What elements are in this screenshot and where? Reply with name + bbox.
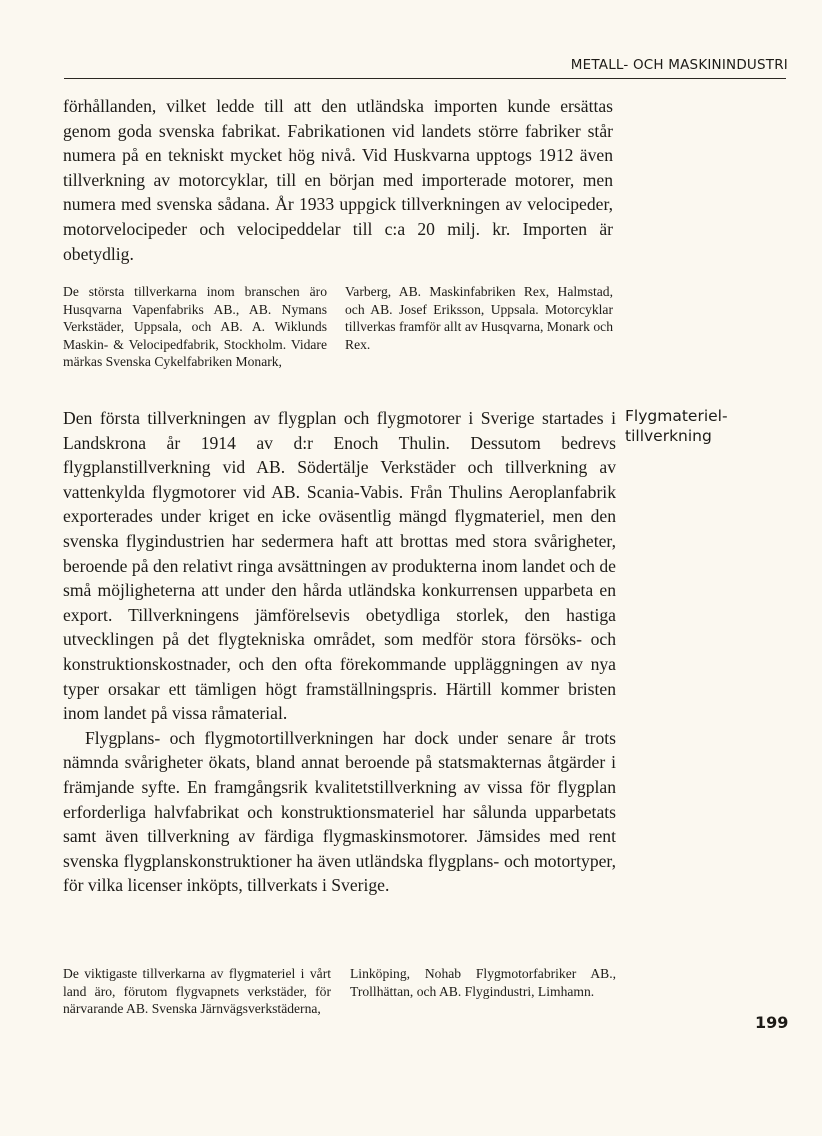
note-manufacturers-aircraft-right: Linköping, Nohab Flygmotorfabriker AB., Trollhättan, och AB. Flygindustri, Limhamn. [350,966,616,999]
paragraph-velocipeder: förhållanden, vilket ledde till att den utländska importen kunde ersättas genom goda svenska fabrikat. Fabrikationen vid landets större fabriker står numera på en tekniskt mycket hög nivå. Vid Huskvarna upptogs 1912 även tillverkning av motorcyklar, till en början med importerade motorer, men numera med svenska sådana. År 1933 uppgick tillverkningen av velocipeder, motorvelocipeder och velocipeddelar till c:a 20 milj. kr. Importen är obetydlig. [63,96,613,264]
side-heading-line-2: tillverkning [625,427,712,445]
side-heading-flygmateriel [625,406,790,446]
body-section-motorcycles [63,94,613,266]
body-section-aircraft [63,406,616,898]
side-heading-line-1: Flygmateriel- [625,407,728,425]
note-manufacturers-bicycles-right: Varberg, AB. Maskinfabriken Rex, Halmstad, och AB. Josef Eriksson, Uppsala. Motorcyklar tillverkas framför allt av Husqvarna, Monark och Rex. [345,284,613,352]
note-manufacturers-bicycles-left: De största tillverkarna inom branschen äro Husqvarna Vapenfabriks AB., AB. Nymans Verkstäder, Uppsala, och AB. A. Wiklunds Maskin- & Velocipedfabrik, Stockholm. Vidare märkas Svenska Cykelfabriken Monark, [63,284,327,370]
running-header: METALL- OCH MASKININDUSTRI [570,57,788,73]
paragraph-aircraft-history: Den första tillverkningen av flygplan och flygmotorer i Sverige startades i Landskrona år 1914 av d:r Enoch Thulin. Dessutom bedrevs flygplanstillverkning vid AB. Södertälje Verkstäder och tillverkning av vattenkylda flygmotorer vid AB. Scania-Vabis. Från Thulins Aeroplanfabrik exporterades under kriget en icke oväsentlig mängd flygmateriel, men den svenska flygindustrien har sedermera haft att brottas med stora svårigheter, beroende på den relativt ringa avsättningen av produkterna inom landet och de små möjligheterna att under den hårda utländska konkurrensen upparbeta en export. Tillverkningens jämförelsevis obetydliga storlek, den hastiga utvecklingen på det flygtekniska området, som medför stora försöks- och konstruktionskostnader, och den ofta förekommande uppläggningen av nya typer orsakar ett tämligen högt framställningspris. Härtill kommer bristen inom landet på vissa råmaterial. [63,408,616,724]
header-rule [64,78,786,79]
note-manufacturers-aircraft-left: De viktigaste tillverkarna av flygmateriel i vårt land äro, förutom flygvapnets verkstäder, för närvarande AB. Svenska Järnvägsverkstäderna, [63,966,331,1017]
page-number: 199 [755,1013,789,1032]
paragraph-aircraft-recent: Flygplans- och flygmotortillverkningen har dock under senare år trots nämnda svårigheter ökats, bland annat beroende på statsmakternas åtgärder i främjande syfte. En framgångsrik kvalitetstillverkning av vissa för flygplan erforderliga halvfabrikat och konstruktionsmateriel har sålunda upparbetats samt även tillverkning av färdiga flygmaskinsmotorer. Jämsides med rent svenska flygplanskonstruktioner ha även utländska flygplans- och motortyper, för vilka licenser inköpts, tillverkats i Sverige. [63,727,616,896]
